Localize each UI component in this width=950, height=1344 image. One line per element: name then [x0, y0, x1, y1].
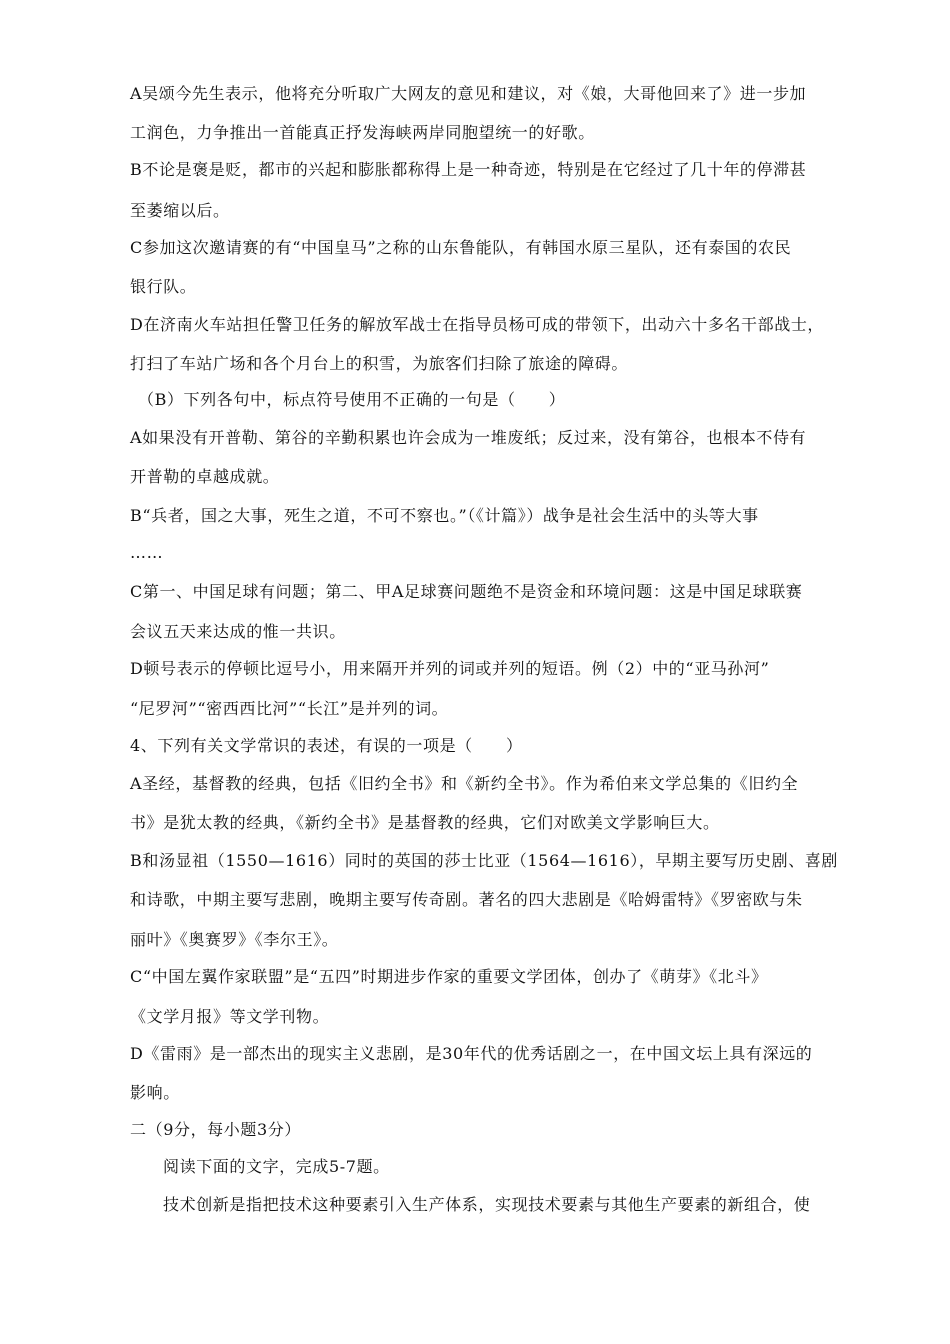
text-line: 《文学月报》等文学刊物。 — [130, 1007, 330, 1026]
text-line: B“兵者，国之大事，死生之道，不可不察也。”（《计篇》）战争是社会生活中的头等大事 — [130, 506, 759, 525]
text-line: D《雷雨》是一部杰出的现实主义悲剧，是30年代的优秀话剧之一，在中国文坛上具有深远的 — [130, 1044, 813, 1063]
text-line: 影响。 — [130, 1083, 180, 1102]
text-line: 丽叶》《奥赛罗》《李尔王》。 — [130, 930, 339, 949]
text-line: “尼罗河”“密西西比河”“长江”是并列的词。 — [130, 699, 449, 718]
text-line: 会议五天来达成的惟一共识。 — [130, 622, 346, 641]
text-line: B和汤显祖（1550—1616）同时的英国的莎士比亚（1564—1616），早期主要写历史剧、喜剧 — [130, 851, 839, 870]
text-line: 至萎缩以后。 — [130, 201, 230, 220]
text-line: 打扫了车站广场和各个月台上的积雪，为旅客们扫除了旅途的障碍。 — [130, 354, 629, 373]
text-line: C“中国左翼作家联盟”是“五四”时期进步作家的重要文学团体，创办了《萌芽》《北斗》 — [130, 967, 768, 986]
text-line: 开普勒的卓越成就。 — [130, 467, 280, 486]
text-line: 和诗歌，中期主要写悲剧，晚期主要写传奇剧。著名的四大悲剧是《哈姆雷特》《罗密欧与朱 — [130, 890, 803, 909]
text-line: 银行队。 — [130, 277, 197, 296]
question-heading: （B）下列各句中，标点符号使用不正确的一句是（ ） — [138, 390, 566, 409]
text-line: 技术创新是指把技术这种要素引入生产体系，实现技术要素与其他生产要素的新组合，使 — [163, 1195, 811, 1214]
text-line: C第一、中国足球有问题；第二、甲A足球赛问题绝不是资金和环境问题：这是中国足球联赛 — [130, 582, 803, 601]
text-line: A如果没有开普勒、第谷的辛勤积累也许会成为一堆废纸；反过来，没有第谷，也根本不侍有 — [130, 428, 807, 447]
text-line: C参加这次邀请赛的有“中国皇马”之称的山东鲁能队，有韩国水原三星队，还有泰国的农民 — [130, 238, 792, 257]
text-line: A圣经，基督教的经典，包括《旧约全书》和《新约全书》。作为希伯来文学总集的《旧约全 — [130, 774, 799, 793]
text-line: A吴颂今先生表示，他将充分听取广大网友的意见和建议，对《娘，大哥他回来了》进一步加 — [130, 84, 807, 103]
text-line: D在济南火车站担任警卫任务的解放军战士在指导员杨可成的带领下，出动六十多名干部战士， — [130, 315, 825, 334]
text-line: 阅读下面的文字，完成5-7题。 — [163, 1157, 390, 1176]
text-line: …… — [130, 543, 164, 562]
text-line: 书》是犹太教的经典，《新约全书》是基督教的经典，它们对欧美文学影响巨大。 — [130, 813, 720, 832]
text-line: D顿号表示的停顿比逗号小，用来隔开并列的词或并列的短语。例（2）中的“亚马孙河” — [130, 659, 770, 678]
question-heading: 4、下列有关文学常识的表述，有误的一项是（ ） — [130, 736, 523, 755]
text-line: B不论是褒是贬，都市的兴起和膨胀都称得上是一种奇迹，特别是在它经过了几十年的停滞甚 — [130, 160, 807, 179]
text-line: 工润色，力争推出一首能真正抒发海峡两岸同胞望统一的好歌。 — [130, 123, 595, 142]
section-heading: 二（9分，每小题3分） — [130, 1120, 301, 1139]
